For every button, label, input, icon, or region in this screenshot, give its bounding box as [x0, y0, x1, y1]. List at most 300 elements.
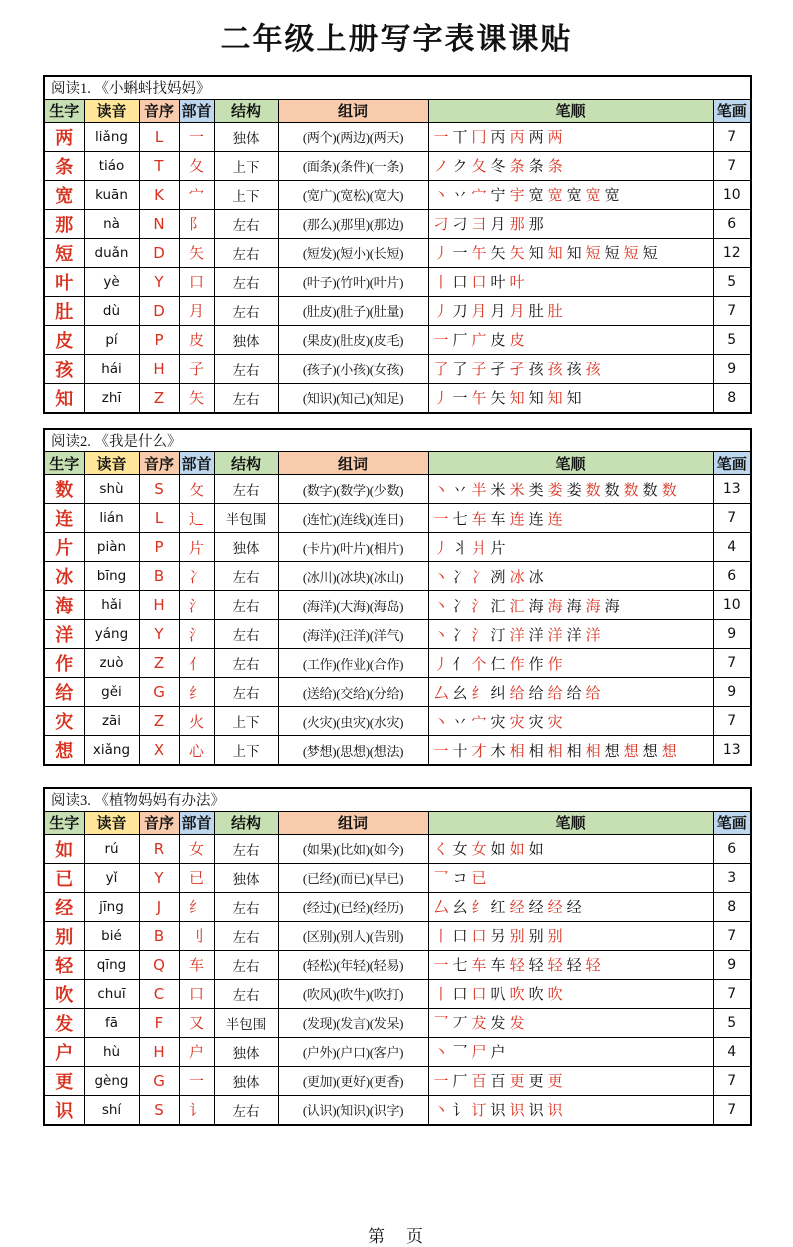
cell-pinyin: hái: [84, 354, 139, 383]
cell-words: (户外)(户口)(客户): [278, 1037, 428, 1066]
cell-structure: 上下: [214, 736, 278, 766]
cell-initial: D: [139, 238, 179, 267]
stroke-step: 短: [585, 246, 601, 262]
stroke-step: 孩: [528, 362, 544, 378]
stroke-step: 女: [452, 842, 468, 858]
cell-pinyin: nà: [84, 209, 139, 238]
cell-stroke-order: [428, 296, 713, 325]
cell-stroke-order: [428, 863, 713, 892]
stroke-step: 更: [547, 1074, 563, 1090]
col-header-radical: 部首: [179, 99, 214, 122]
reading-table-2: [43, 428, 752, 767]
col-header-words: 组词: [278, 99, 428, 122]
stroke-step: 经: [528, 900, 544, 916]
stroke-step: 叶: [490, 275, 506, 291]
cell-words: (经过)(已经)(经历): [278, 892, 428, 921]
cell-radical: 冫: [179, 562, 214, 591]
stroke-step: 丿: [433, 304, 449, 320]
stroke-step: 口: [471, 987, 487, 1003]
stroke-step: 丶: [433, 714, 449, 731]
stroke-step: 乛: [433, 871, 449, 887]
cell-pinyin: zāi: [84, 707, 139, 736]
character-row: [44, 863, 751, 892]
stroke-step: 孩: [566, 362, 582, 378]
cell-stroke-count: 4: [713, 1037, 751, 1066]
character-row: [44, 238, 751, 267]
stroke-step: 两: [528, 130, 544, 146]
cell-char: 给: [44, 678, 84, 707]
cell-stroke-count: 10: [713, 591, 751, 620]
col-header-char: 生字: [44, 811, 84, 834]
stroke-step: 一: [452, 246, 468, 262]
stroke-step: 那: [509, 217, 525, 233]
cell-pinyin: zuò: [84, 649, 139, 678]
stroke-step: 知: [547, 391, 563, 407]
stroke-step: 那: [528, 217, 544, 233]
cell-initial: K: [139, 180, 179, 209]
cell-structure: 左右: [214, 892, 278, 921]
cell-radical: 户: [179, 1037, 214, 1066]
cell-stroke-count: 7: [713, 504, 751, 533]
cell-pinyin: kuān: [84, 180, 139, 209]
stroke-step: 更: [509, 1074, 525, 1090]
cell-radical: 片: [179, 533, 214, 562]
cell-words: (海洋)(汪洋)(洋气): [278, 620, 428, 649]
cell-initial: T: [139, 151, 179, 180]
cell-stroke-count: 9: [713, 620, 751, 649]
stroke-step: 丅: [452, 130, 468, 146]
stroke-step: 厶: [433, 900, 449, 916]
stroke-step: 矢: [490, 246, 506, 262]
stroke-step: 宽: [604, 188, 620, 204]
stroke-step: 知: [528, 391, 544, 407]
cell-words: (发现)(发言)(发呆): [278, 1008, 428, 1037]
cell-initial: Z: [139, 707, 179, 736]
cell-structure: 独体: [214, 863, 278, 892]
stroke-step: 一: [433, 743, 449, 760]
stroke-step: 洋: [566, 627, 582, 644]
page-footer: 第 页: [368, 1226, 425, 1246]
stroke-step: 爿: [471, 540, 487, 557]
stroke-step: 红: [490, 900, 506, 916]
cell-structure: 独体: [214, 533, 278, 562]
stroke-step: 识: [509, 1103, 525, 1119]
cell-stroke-order: [428, 950, 713, 979]
stroke-step: 一: [452, 391, 468, 407]
stroke-step: 厂: [452, 1074, 468, 1090]
stroke-step: 十: [452, 743, 468, 760]
stroke-step: 数: [661, 482, 677, 499]
stroke-step: 个: [471, 656, 487, 673]
cell-radical: 阝: [179, 209, 214, 238]
col-header-words: 组词: [278, 452, 428, 475]
stroke-step: 数: [604, 482, 620, 499]
stroke-step: 相: [528, 743, 544, 760]
stroke-step: 短: [623, 246, 639, 262]
cell-stroke-order: [428, 678, 713, 707]
stroke-step: 肚: [547, 304, 563, 320]
stroke-step: 别: [509, 929, 525, 945]
cell-stroke-count: 6: [713, 834, 751, 863]
cell-radical: 亻: [179, 649, 214, 678]
cell-stroke-count: 7: [713, 707, 751, 736]
cell-stroke-order: [428, 1095, 713, 1125]
stroke-step: 连: [547, 511, 563, 528]
cell-stroke-count: 7: [713, 296, 751, 325]
cell-stroke-count: 7: [713, 151, 751, 180]
cell-stroke-order: [428, 209, 713, 238]
stroke-step: 月: [490, 304, 506, 320]
cell-stroke-order: [428, 533, 713, 562]
cell-initial: H: [139, 354, 179, 383]
cell-radical: 一: [179, 1066, 214, 1095]
cell-radical: 宀: [179, 180, 214, 209]
stroke-step: 了: [433, 362, 449, 378]
cell-stroke-count: 6: [713, 209, 751, 238]
character-row: [44, 562, 751, 591]
cell-initial: P: [139, 533, 179, 562]
cell-stroke-order: [428, 649, 713, 678]
stroke-step: 经: [566, 900, 582, 916]
stroke-step: 子: [471, 362, 487, 378]
cell-pinyin: gěi: [84, 678, 139, 707]
character-row: [44, 892, 751, 921]
character-row: [44, 180, 751, 209]
stroke-step: 知: [528, 246, 544, 262]
cell-structure: 左右: [214, 979, 278, 1008]
cell-words: (短发)(短小)(长短): [278, 238, 428, 267]
stroke-step: 木: [490, 743, 506, 760]
character-row: [44, 267, 751, 296]
cell-radical: 口: [179, 267, 214, 296]
stroke-step: 给: [509, 685, 525, 702]
stroke-step: 条: [528, 159, 544, 175]
cell-stroke-count: 10: [713, 180, 751, 209]
cell-words: (梦想)(思想)(想法): [278, 736, 428, 766]
cell-structure: 独体: [214, 122, 278, 151]
stroke-step: 作: [547, 656, 563, 673]
cell-radical: 心: [179, 736, 214, 766]
col-header-stroke-order: 笔顺: [428, 99, 713, 122]
character-row: [44, 209, 751, 238]
stroke-step: 了: [452, 362, 468, 378]
stroke-step: 知: [566, 246, 582, 262]
cell-radical: 矢: [179, 383, 214, 413]
character-row: [44, 475, 751, 504]
stroke-step: 尸: [471, 1045, 487, 1061]
cell-char: 灾: [44, 707, 84, 736]
character-row: [44, 834, 751, 863]
cell-stroke-order: [428, 620, 713, 649]
stroke-step: 别: [528, 929, 544, 945]
stroke-step: 才: [471, 743, 487, 760]
cell-char: 洋: [44, 620, 84, 649]
cell-char: 片: [44, 533, 84, 562]
cell-words: (连忙)(连线)(连日): [278, 504, 428, 533]
cell-initial: B: [139, 562, 179, 591]
character-row: [44, 1037, 751, 1066]
stroke-step: 已: [471, 871, 487, 887]
stroke-step: 丶: [433, 569, 449, 586]
stroke-step: 丶: [433, 188, 449, 204]
stroke-step: コ: [452, 871, 468, 887]
stroke-step: 海: [528, 598, 544, 615]
cell-stroke-order: [428, 267, 713, 296]
cell-pinyin: qīng: [84, 950, 139, 979]
stroke-step: 灾: [547, 714, 563, 731]
stroke-step: 冰: [509, 569, 525, 586]
cell-pinyin: yǐ: [84, 863, 139, 892]
stroke-step: 吹: [528, 987, 544, 1003]
col-header-pinyin: 读音: [84, 452, 139, 475]
cell-char: 更: [44, 1066, 84, 1095]
stroke-step: ク: [452, 159, 468, 175]
cell-initial: J: [139, 892, 179, 921]
stroke-step: 数: [642, 482, 658, 499]
stroke-step: 轻: [585, 958, 601, 974]
stroke-step: 汇: [509, 598, 525, 615]
col-header-char: 生字: [44, 99, 84, 122]
stroke-step: 车: [471, 511, 487, 528]
stroke-step: 宁: [490, 188, 506, 204]
cell-pinyin: xiǎng: [84, 736, 139, 766]
cell-initial: L: [139, 122, 179, 151]
stroke-step: 轻: [566, 958, 582, 974]
cell-initial: Y: [139, 620, 179, 649]
cell-char: 想: [44, 736, 84, 766]
cell-stroke-order: [428, 475, 713, 504]
cell-structure: 独体: [214, 1066, 278, 1095]
stroke-step: 丿: [433, 656, 449, 673]
stroke-step: 知: [547, 246, 563, 262]
character-row: [44, 591, 751, 620]
cell-radical: 车: [179, 950, 214, 979]
cell-initial: Z: [139, 383, 179, 413]
stroke-step: 丷: [452, 482, 468, 499]
stroke-step: 宀: [471, 188, 487, 204]
stroke-step: 乛: [452, 1045, 468, 1061]
stroke-step: 广: [471, 333, 487, 349]
cell-structure: 左右: [214, 267, 278, 296]
cell-initial: Q: [139, 950, 179, 979]
cell-radical: 纟: [179, 892, 214, 921]
stroke-step: 更: [528, 1074, 544, 1090]
stroke-step: 皮: [509, 333, 525, 349]
stroke-step: 冂: [471, 130, 487, 146]
cell-stroke-count: 5: [713, 267, 751, 296]
character-row: [44, 678, 751, 707]
stroke-step: 丨: [433, 275, 449, 291]
stroke-step: 想: [604, 743, 620, 760]
cell-structure: 上下: [214, 151, 278, 180]
stroke-step: 一: [433, 130, 449, 146]
col-header-stroke-order: 笔顺: [428, 452, 713, 475]
character-row: [44, 736, 751, 766]
col-header-structure: 结构: [214, 452, 278, 475]
stroke-step: 想: [642, 743, 658, 760]
cell-structure: 左右: [214, 591, 278, 620]
cell-stroke-order: [428, 707, 713, 736]
stroke-step: 给: [528, 685, 544, 702]
stroke-step: 别: [547, 929, 563, 945]
stroke-step: 幺: [452, 900, 468, 916]
col-header-stroke-count: 笔画: [713, 811, 751, 834]
col-header-initial: 音序: [139, 99, 179, 122]
cell-char: 两: [44, 122, 84, 151]
cell-char: 识: [44, 1095, 84, 1125]
cell-structure: 独体: [214, 325, 278, 354]
col-header-words: 组词: [278, 811, 428, 834]
stroke-step: 口: [452, 987, 468, 1003]
cell-pinyin: duǎn: [84, 238, 139, 267]
stroke-step: 宇: [509, 188, 525, 204]
stroke-step: 丆: [452, 1016, 468, 1032]
stroke-step: 乛: [433, 1016, 449, 1032]
stroke-step: 口: [471, 275, 487, 291]
stroke-step: 丷: [452, 714, 468, 731]
cell-stroke-order: [428, 383, 713, 413]
character-row: [44, 354, 751, 383]
stroke-step: 另: [490, 929, 506, 945]
col-header-radical: 部首: [179, 811, 214, 834]
stroke-step: 宽: [547, 188, 563, 204]
character-row: [44, 649, 751, 678]
cell-radical: 口: [179, 979, 214, 1008]
cell-pinyin: fā: [84, 1008, 139, 1037]
cell-words: (认识)(知识)(识字): [278, 1095, 428, 1125]
cell-initial: Y: [139, 267, 179, 296]
cell-radical: 氵: [179, 620, 214, 649]
stroke-step: 宽: [528, 188, 544, 204]
cell-pinyin: liǎng: [84, 122, 139, 151]
cell-pinyin: bīng: [84, 562, 139, 591]
stroke-step: 月: [471, 304, 487, 320]
cell-radical: 子: [179, 354, 214, 383]
stroke-step: 纟: [471, 900, 487, 916]
stroke-step: 一: [433, 333, 449, 349]
cell-stroke-order: [428, 180, 713, 209]
stroke-step: 片: [490, 540, 506, 557]
stroke-step: 厂: [452, 333, 468, 349]
cell-pinyin: tiáo: [84, 151, 139, 180]
stroke-step: 一: [433, 1074, 449, 1090]
cell-stroke-order: [428, 122, 713, 151]
cell-char: 孩: [44, 354, 84, 383]
stroke-step: 月: [509, 304, 525, 320]
cell-stroke-order: [428, 1037, 713, 1066]
stroke-step: 想: [661, 743, 677, 760]
cell-stroke-order: [428, 979, 713, 1008]
stroke-step: 宽: [585, 188, 601, 204]
stroke-step: 刀: [452, 304, 468, 320]
cell-stroke-order: [428, 504, 713, 533]
cell-words: (区别)(别人)(告别): [278, 921, 428, 950]
cell-structure: 左右: [214, 1095, 278, 1125]
stroke-step: 刁: [452, 217, 468, 233]
stroke-step: 孩: [547, 362, 563, 378]
stroke-step: 纠: [490, 685, 506, 702]
cell-words: (更加)(更好)(更香): [278, 1066, 428, 1095]
cell-char: 那: [44, 209, 84, 238]
character-row: [44, 151, 751, 180]
cell-pinyin: pí: [84, 325, 139, 354]
cell-pinyin: shí: [84, 1095, 139, 1125]
stroke-step: 彐: [471, 217, 487, 233]
cell-radical: 纟: [179, 678, 214, 707]
stroke-step: 半: [471, 482, 487, 499]
cell-radical: 矢: [179, 238, 214, 267]
col-header-structure: 结构: [214, 99, 278, 122]
col-header-radical: 部首: [179, 452, 214, 475]
stroke-step: 氵: [471, 627, 487, 644]
cell-radical: 攵: [179, 475, 214, 504]
stroke-step: 识: [547, 1103, 563, 1119]
stroke-step: 犮: [471, 1016, 487, 1032]
cell-structure: 半包围: [214, 1008, 278, 1037]
cell-initial: S: [139, 475, 179, 504]
stroke-step: 丙: [509, 130, 525, 146]
stroke-step: 孑: [490, 362, 506, 378]
stroke-step: 相: [509, 743, 525, 760]
character-row: [44, 122, 751, 151]
cell-structure: 独体: [214, 1037, 278, 1066]
stroke-step: 洋: [528, 627, 544, 644]
stroke-step: 海: [547, 598, 563, 615]
cell-stroke-count: 13: [713, 475, 751, 504]
cell-structure: 上下: [214, 707, 278, 736]
stroke-step: 识: [528, 1103, 544, 1119]
cell-radical: 月: [179, 296, 214, 325]
stroke-step: 冽: [490, 569, 506, 586]
stroke-step: 叶: [509, 275, 525, 291]
stroke-step: 给: [566, 685, 582, 702]
stroke-step: 给: [547, 685, 563, 702]
character-row: [44, 1008, 751, 1037]
stroke-step: 相: [547, 743, 563, 760]
stroke-step: 车: [471, 958, 487, 974]
stroke-step: 矢: [509, 246, 525, 262]
cell-structure: 左右: [214, 921, 278, 950]
cell-stroke-order: [428, 325, 713, 354]
stroke-step: 幺: [452, 685, 468, 702]
stroke-step: 作: [528, 656, 544, 673]
stroke-step: 订: [471, 1103, 487, 1119]
stroke-step: 冫: [452, 598, 468, 615]
cell-pinyin: chuī: [84, 979, 139, 1008]
cell-radical: 皮: [179, 325, 214, 354]
stroke-step: 叭: [490, 987, 506, 1003]
cell-char: 经: [44, 892, 84, 921]
stroke-step: 丶: [433, 627, 449, 644]
stroke-step: 经: [509, 900, 525, 916]
cell-initial: N: [139, 209, 179, 238]
cell-stroke-order: [428, 834, 713, 863]
character-row: [44, 979, 751, 1008]
cell-words: (送给)(交给)(分给): [278, 678, 428, 707]
stroke-step: 皮: [490, 333, 506, 349]
stroke-step: 数: [585, 482, 601, 499]
stroke-step: 一: [433, 958, 449, 974]
cell-pinyin: jīng: [84, 892, 139, 921]
stroke-step: 百: [490, 1074, 506, 1090]
stroke-step: 如: [528, 842, 544, 858]
cell-char: 海: [44, 591, 84, 620]
stroke-step: 厶: [433, 685, 449, 702]
cell-words: (那么)(那里)(那边): [278, 209, 428, 238]
cell-structure: 左右: [214, 296, 278, 325]
cell-words: (工作)(作业)(合作): [278, 649, 428, 678]
stroke-step: 百: [471, 1074, 487, 1090]
